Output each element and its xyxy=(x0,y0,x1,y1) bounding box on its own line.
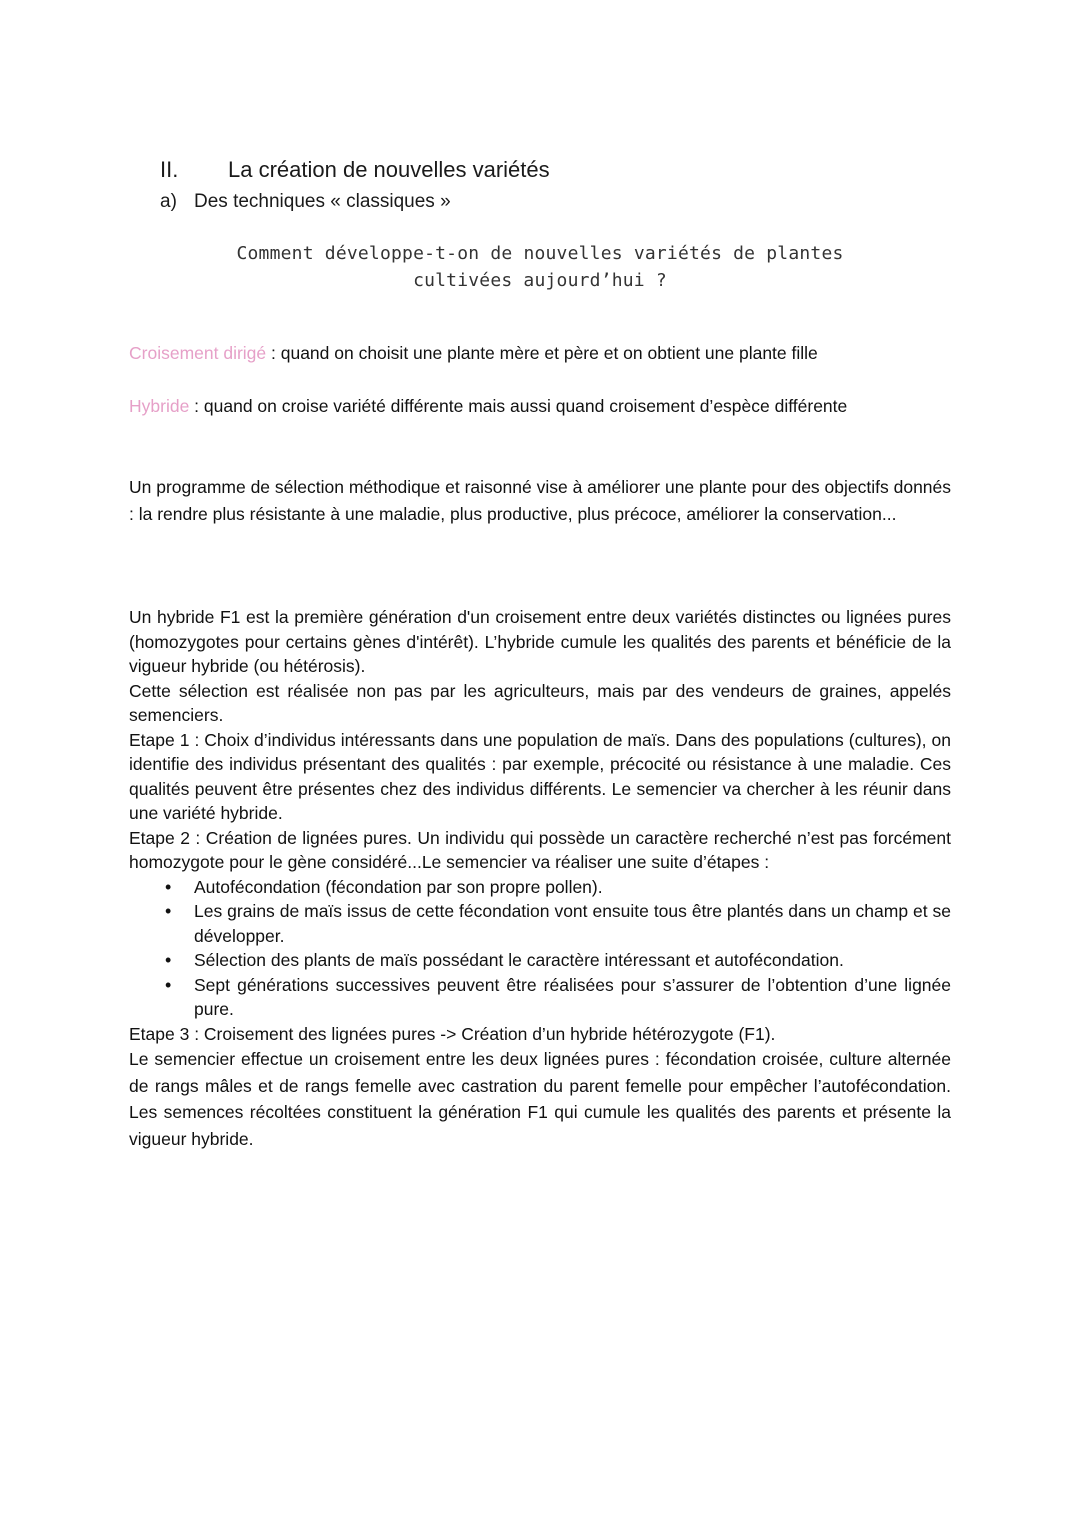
definition-croisement-dirige xyxy=(129,343,818,364)
section-number: II. xyxy=(160,157,179,182)
steps-list xyxy=(129,875,951,1022)
paragraph-hybride-f1: Un hybride F1 est la première génération d'un croisement entre deux variétés distinctes ou lignées pures (homozygotes pour certains gènes d'intérêt). L’hybride cumule les qualités des parents et bénéficie de la vigueur hybride (ou hétérosis). xyxy=(129,607,951,676)
subsection-heading xyxy=(160,191,451,213)
paragraph-semenciers: Cette sélection est réalisée non pas par les agriculteurs, mais par des vendeurs de graines, appelés semenciers. xyxy=(129,680,951,725)
list-item: • Autofécondation (fécondation par son propre pollen). xyxy=(194,875,951,900)
intro-paragraph-text: Un programme de sélection méthodique et raisonné vise à améliorer une plante pour des objectifs donnés : la rendre plus résistante à une maladie, plus productive, plus précoce, améliorer la conservation... xyxy=(129,477,952,524)
guiding-question xyxy=(160,240,920,294)
question-line-2: cultivées aujourd’hui ? xyxy=(413,270,667,291)
section-heading xyxy=(160,157,550,183)
intro-paragraph xyxy=(129,474,951,527)
subsection-letter: a) xyxy=(160,191,177,212)
section-title: La création de nouvelles variétés xyxy=(228,157,550,182)
list-item: • Sept générations successives peuvent être réalisées pour s’assurer de l’obtention d’une lignée pure. xyxy=(194,973,951,1022)
paragraph-etape-3: Etape 3 : Croisement des lignées pures -> Création d’un hybride hétérozygote (F1). xyxy=(129,1023,776,1044)
subsection-title: Des techniques « classiques » xyxy=(194,191,451,212)
list-item: • Les grains de maïs issus de cette fécondation vont ensuite tous être plantés dans un champ et se développer. xyxy=(194,899,951,948)
paragraph-etape-1: Etape 1 : Choix d’individus intéressants dans une population de maïs. Dans des populations (cultures), on identifie des individus présentant des qualités : par exemple, précocité ou résistance à une maladie. Ces qualités peuvent être présentes chez des individus différents. Le semencier va chercher à les réunir dans une variété hybride. xyxy=(129,729,951,823)
definition-hybride xyxy=(129,396,847,417)
list-item: • Sélection des plants de maïs possédant le caractère intéressant et autofécondation. xyxy=(194,948,951,973)
definition-text: : quand on croise variété différente mais aussi quand croisement d’espèce différente xyxy=(189,396,848,416)
definition-text: : quand on choisit une plante mère et père et on obtient une plante fille xyxy=(266,343,818,363)
question-line-1: Comment développe-t-on de nouvelles variétés de plantes xyxy=(236,243,844,264)
paragraph-croisement-final: Le semencier effectue un croisement entre les deux lignées pures : fécondation croisée, culture alternée de rangs mâles et de rangs femelle avec castration du parent femelle pour empêcher l’autofécondation. Les semences récoltées constituent la génération F1 qui cumule les qualités des parents et présente la vigueur hybride. xyxy=(129,1049,951,1149)
definition-term: Hybride xyxy=(129,396,190,416)
definition-term: Croisement dirigé xyxy=(129,343,267,363)
body-text xyxy=(129,605,951,1152)
paragraph-etape-2: Etape 2 : Création de lignées pures. Un individu qui possède un caractère recherché n’est pas forcément homozygote pour le gène considéré...Le semencier va réaliser une suite d’étapes : xyxy=(129,827,951,872)
